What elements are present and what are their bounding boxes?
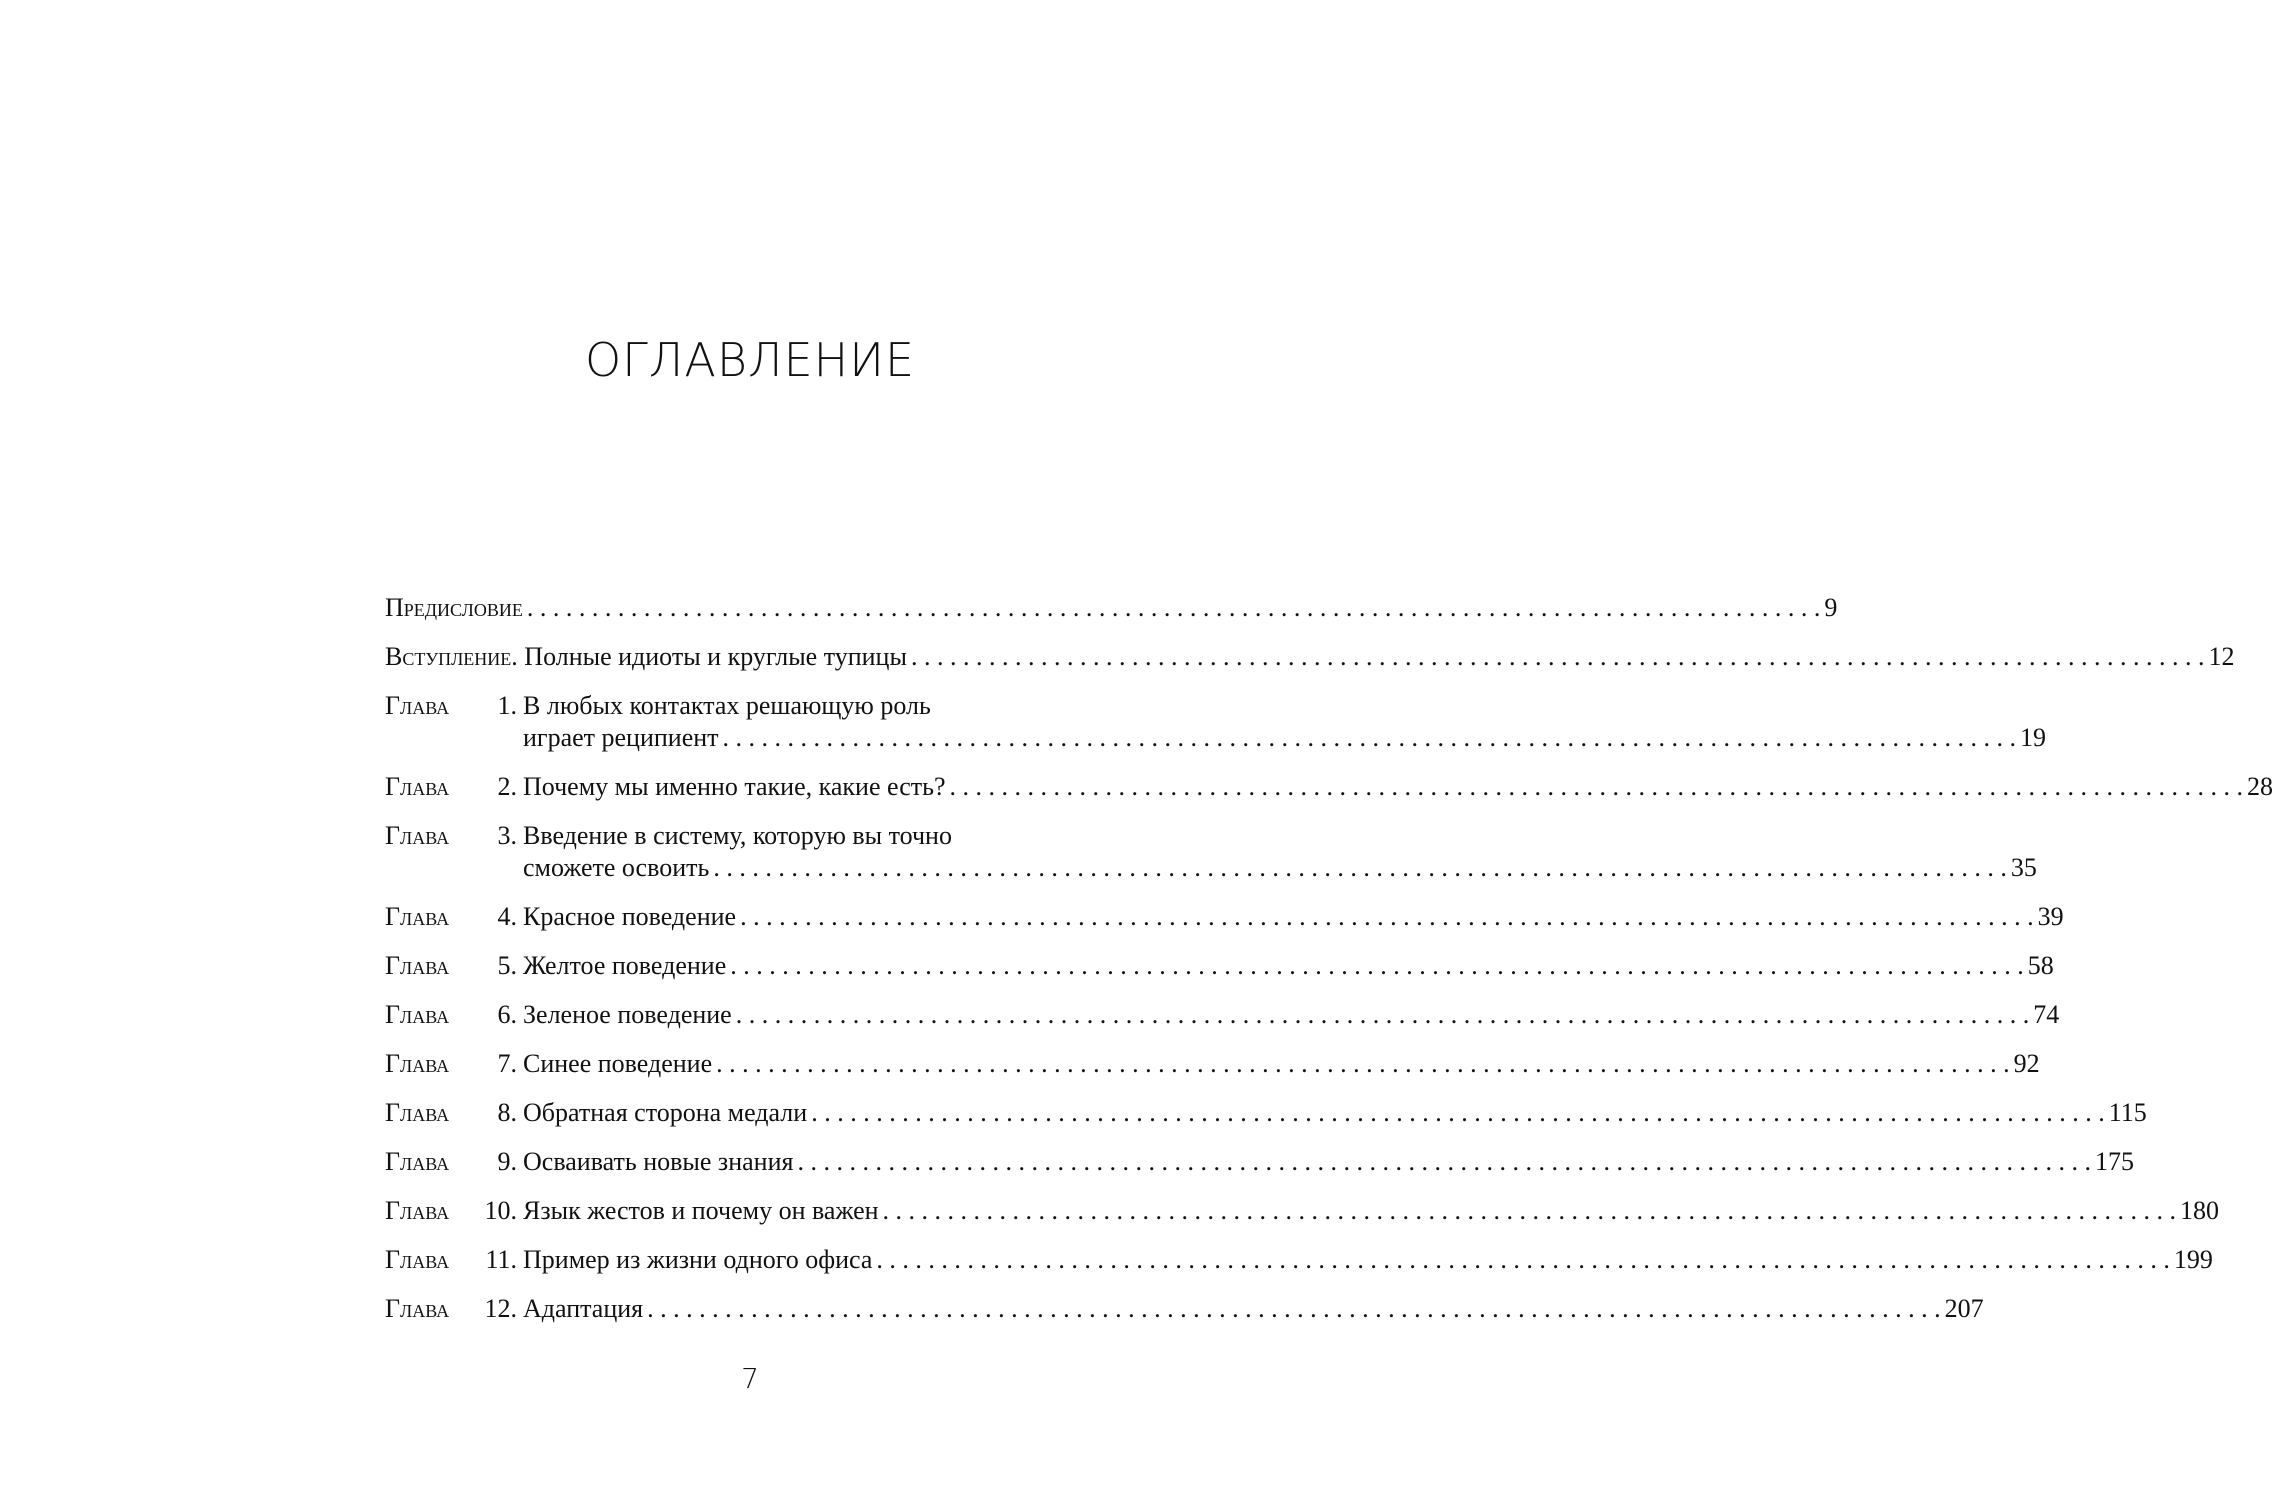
toc-entry-preface[interactable] bbox=[385, 592, 1838, 624]
chapter-title-line: Пример из жизни одного офиса bbox=[523, 1245, 873, 1274]
dot-leader bbox=[527, 592, 1821, 624]
toc-entry-title: Полные идиоты и круглые тупицы bbox=[524, 642, 907, 671]
toc-page-ref: 9 bbox=[1824, 593, 1838, 622]
chapter-title-line: Почему мы именно такие, какие есть? bbox=[523, 772, 946, 801]
dot-leader bbox=[713, 852, 2007, 884]
toc-entry-chapter-3[interactable] bbox=[385, 820, 2037, 884]
chapter-title-line: Осваивать новые знания bbox=[523, 1147, 794, 1176]
chapter-title-line: В любых контактах решающую роль bbox=[523, 691, 931, 720]
table-of-contents bbox=[385, 592, 2273, 1342]
toc-page-ref: 175 bbox=[2094, 1147, 2134, 1176]
toc-page-ref: 199 bbox=[2173, 1245, 2213, 1274]
toc-entry-chapter-4[interactable] bbox=[385, 901, 2064, 933]
toc-entry-chapter-12[interactable] bbox=[385, 1293, 1984, 1325]
dot-leader bbox=[740, 901, 2034, 933]
chapter-label: Глава bbox=[385, 1196, 450, 1225]
toc-page-ref: 115 bbox=[2108, 1098, 2147, 1127]
dot-leader bbox=[811, 1097, 2105, 1129]
toc-page-ref: 92 bbox=[2013, 1049, 2040, 1078]
dot-leader bbox=[723, 722, 2017, 754]
toc-page-ref: 39 bbox=[2037, 902, 2064, 931]
page-title: ОГЛАВЛЕНИЕ bbox=[584, 333, 916, 387]
toc-entry-label: Предисловие bbox=[385, 593, 523, 622]
toc-page-ref: 58 bbox=[2027, 951, 2054, 980]
dot-leader bbox=[911, 641, 2205, 673]
toc-entry-chapter-10[interactable] bbox=[385, 1195, 2220, 1227]
chapter-label: Глава bbox=[385, 1294, 450, 1323]
chapter-title-line: Зеленое поведение bbox=[523, 1000, 732, 1029]
toc-entry-chapter-7[interactable] bbox=[385, 1048, 2040, 1080]
chapter-number: 2. bbox=[497, 772, 517, 801]
chapter-number: 12. bbox=[484, 1294, 517, 1323]
toc-page-ref: 207 bbox=[1944, 1294, 1984, 1323]
toc-entry-chapter-11[interactable] bbox=[385, 1244, 2213, 1276]
chapter-title-line: Введение в систему, которую вы точно bbox=[523, 821, 952, 850]
toc-entry-chapter-1[interactable] bbox=[385, 690, 2047, 754]
chapter-label: Глава bbox=[385, 1049, 450, 1078]
chapter-title-line: Синее поведение bbox=[523, 1049, 713, 1078]
chapter-number: 1. bbox=[497, 691, 517, 720]
toc-entry-introduction[interactable] bbox=[385, 641, 2235, 673]
chapter-number: 5. bbox=[497, 951, 517, 980]
toc-page-ref: 19 bbox=[2020, 723, 2047, 752]
dot-leader bbox=[883, 1195, 2177, 1227]
toc-entry-chapter-2[interactable] bbox=[385, 771, 2273, 803]
chapter-number: 8. bbox=[497, 1098, 517, 1127]
chapter-title-line: Желтое поведение bbox=[523, 951, 727, 980]
chapter-label: Глава bbox=[385, 772, 450, 801]
chapter-title-line: Язык жестов и почему он важен bbox=[523, 1196, 879, 1225]
chapter-title-line: Адаптация bbox=[523, 1294, 644, 1323]
toc-entry-chapter-5[interactable] bbox=[385, 950, 2054, 982]
toc-page-ref: 35 bbox=[2010, 853, 2037, 882]
chapter-label: Глава bbox=[385, 1147, 450, 1176]
chapter-title-line: играет реципиент bbox=[523, 723, 719, 752]
chapter-label: Глава bbox=[385, 821, 450, 850]
toc-page-ref: 180 bbox=[2180, 1196, 2220, 1225]
chapter-number: 3. bbox=[497, 821, 517, 850]
dot-leader bbox=[647, 1293, 1941, 1325]
chapter-title-line: Красное поведение bbox=[523, 902, 737, 931]
chapter-label: Глава bbox=[385, 1245, 450, 1274]
dot-leader bbox=[716, 1048, 2010, 1080]
chapter-title-line: Обратная сторона медали bbox=[523, 1098, 808, 1127]
chapter-number: 9. bbox=[497, 1147, 517, 1176]
dot-leader bbox=[876, 1244, 2170, 1276]
chapter-number: 6. bbox=[497, 1000, 517, 1029]
dot-leader bbox=[797, 1146, 2091, 1178]
chapter-number: 7. bbox=[497, 1049, 517, 1078]
chapter-number: 4. bbox=[497, 902, 517, 931]
chapter-title-line: сможете освоить bbox=[523, 853, 710, 882]
chapter-number: 11. bbox=[485, 1245, 517, 1274]
chapter-label: Глава bbox=[385, 1098, 450, 1127]
dot-leader bbox=[736, 999, 2030, 1031]
chapter-label: Глава bbox=[385, 691, 450, 720]
toc-entry-label: Вступление. bbox=[385, 642, 518, 671]
toc-entry-chapter-6[interactable] bbox=[385, 999, 2060, 1031]
toc-entry-chapter-9[interactable] bbox=[385, 1146, 2134, 1178]
chapter-label: Глава bbox=[385, 902, 450, 931]
page-number: 7 bbox=[741, 1362, 759, 1395]
toc-page-ref: 28 bbox=[2247, 772, 2273, 801]
dot-leader bbox=[950, 771, 2244, 803]
dot-leader bbox=[730, 950, 2024, 982]
chapter-label: Глава bbox=[385, 951, 450, 980]
toc-entry-chapter-8[interactable] bbox=[385, 1097, 2147, 1129]
toc-page-ref: 74 bbox=[2033, 1000, 2060, 1029]
chapter-number: 10. bbox=[484, 1196, 517, 1225]
toc-page-ref: 12 bbox=[2208, 642, 2235, 671]
chapter-label: Глава bbox=[385, 1000, 450, 1029]
